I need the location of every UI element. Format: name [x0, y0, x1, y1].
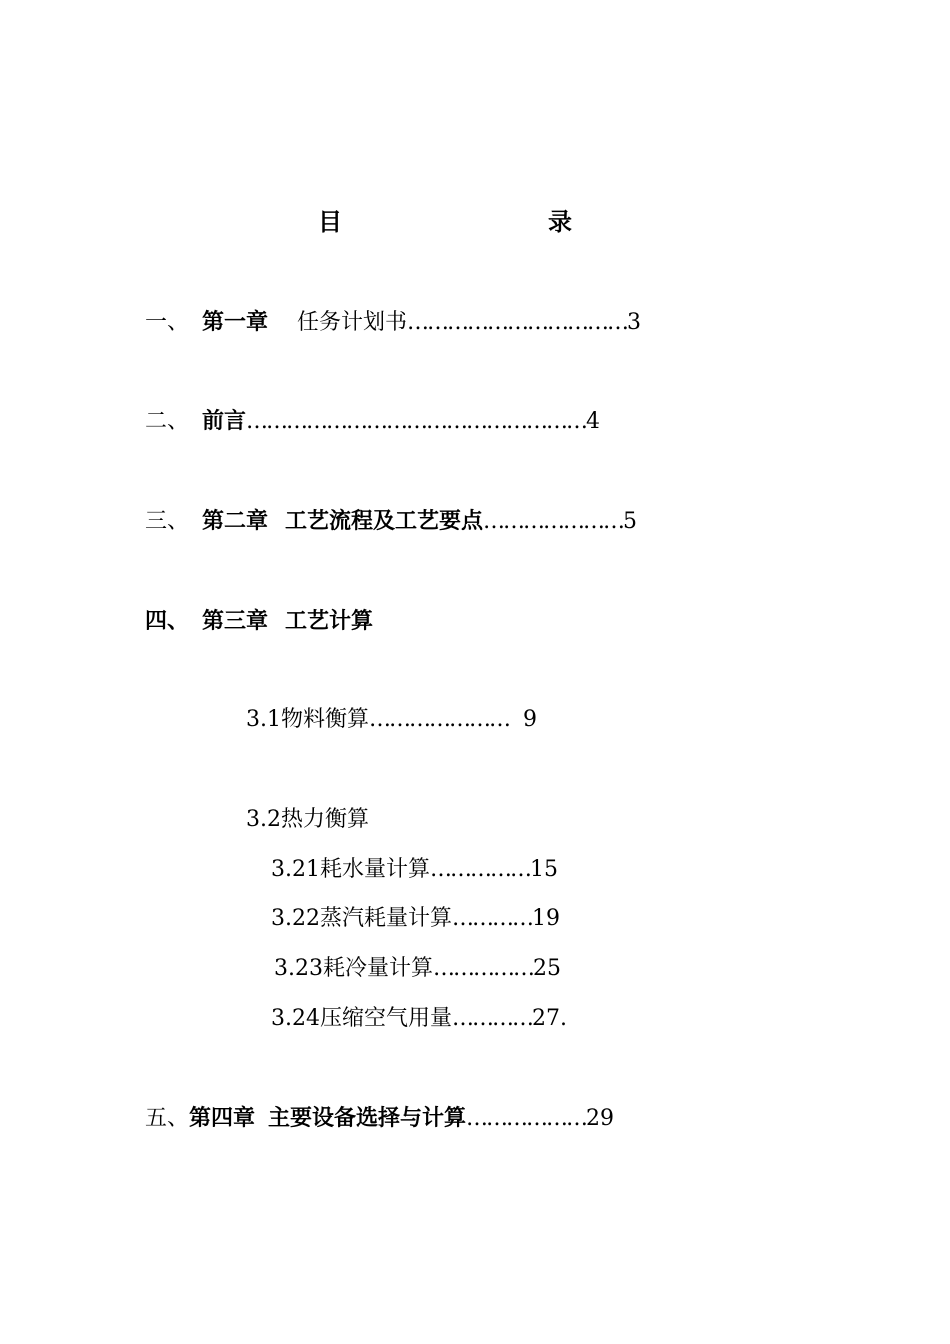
- toc-entry-number: 3.21: [271, 857, 320, 882]
- toc-leader-dots: ……………: [433, 956, 533, 981]
- toc-leader-dots: ………………: [466, 1106, 587, 1131]
- toc-entry-section-3-24: [271, 1003, 567, 1035]
- toc-entry-chapter: 第一章: [202, 310, 269, 335]
- toc-entry-title: 压缩空气用量: [319, 1006, 452, 1031]
- toc-entry-section-3-2: [246, 804, 369, 836]
- toc-leader-dots: …………: [452, 1006, 532, 1031]
- toc-entry-title: 任务计划书: [297, 310, 408, 335]
- toc-entry-chapter: 第三章: [202, 609, 269, 634]
- toc-entry-preface: [145, 406, 600, 438]
- toc-page-number: 29: [586, 1106, 615, 1131]
- toc-leader-dots: ……………………………: [407, 310, 628, 335]
- toc-entry-number: 四、: [145, 609, 190, 634]
- toc-page-number: 15: [530, 857, 558, 882]
- toc-entry-number: 3.2: [246, 807, 281, 832]
- toc-entry-title: 前言: [202, 409, 247, 434]
- toc-entry-title: 工艺流程及工艺要点: [285, 509, 484, 534]
- toc-entry-section-3-22: [271, 903, 560, 935]
- toc-entry-chapter-4: [145, 1103, 614, 1135]
- toc-entry-number: 五、: [145, 1106, 190, 1131]
- toc-leader-dots: …………………: [483, 509, 624, 534]
- toc-entry-chapter-1: [145, 307, 641, 339]
- toc-entry-title: 工艺计算: [285, 609, 374, 634]
- toc-entry-number: 一、: [145, 310, 190, 335]
- toc-entry-chapter: 第二章: [202, 509, 269, 534]
- toc-page-number: 19: [532, 906, 560, 931]
- toc-page-number: 5: [623, 509, 638, 534]
- toc-page-number: 25: [533, 956, 561, 981]
- toc-page-number: 4: [586, 409, 601, 434]
- toc-entry-title: 热力衡算: [281, 807, 370, 832]
- toc-page-number: 3: [627, 310, 642, 335]
- toc-entry-title: 物料衡算: [281, 707, 370, 732]
- toc-leader-dots: …………: [452, 906, 532, 931]
- toc-entry-section-3-21: [271, 854, 558, 886]
- toc-entry-chapter-2: [145, 506, 637, 538]
- toc-entry-title: 主要设备选择与计算: [268, 1106, 467, 1131]
- toc-entry-chapter: 第四章: [189, 1106, 256, 1131]
- toc-leader-dots: ……………: [430, 857, 530, 882]
- toc-title-char-1: 目: [318, 208, 342, 236]
- toc-entry-title: 耗冷量计算: [322, 956, 433, 981]
- toc-title-char-2: 录: [548, 208, 572, 236]
- toc-entry-number: 三、: [145, 509, 190, 534]
- toc-entry-section-3-23: [274, 953, 561, 985]
- toc-leader-dots: …………………: [369, 707, 510, 732]
- toc-entry-number: 3.23: [274, 956, 323, 981]
- toc-page-number: 9: [523, 707, 538, 732]
- toc-entry-number: 3.22: [271, 906, 320, 931]
- toc-entry-title: 蒸汽耗量计算: [319, 906, 452, 931]
- toc-page-number: 27.: [532, 1006, 567, 1031]
- toc-entry-number: 3.24: [271, 1006, 320, 1031]
- toc-entry-number: 3.1: [246, 707, 281, 732]
- toc-entry-number: 二、: [145, 409, 190, 434]
- toc-entry-section-3-1: [246, 704, 537, 736]
- toc-leader-dots: ……………………………………………: [246, 409, 587, 434]
- toc-entry-chapter-3: [145, 606, 373, 638]
- toc-entry-title: 耗水量计算: [319, 857, 430, 882]
